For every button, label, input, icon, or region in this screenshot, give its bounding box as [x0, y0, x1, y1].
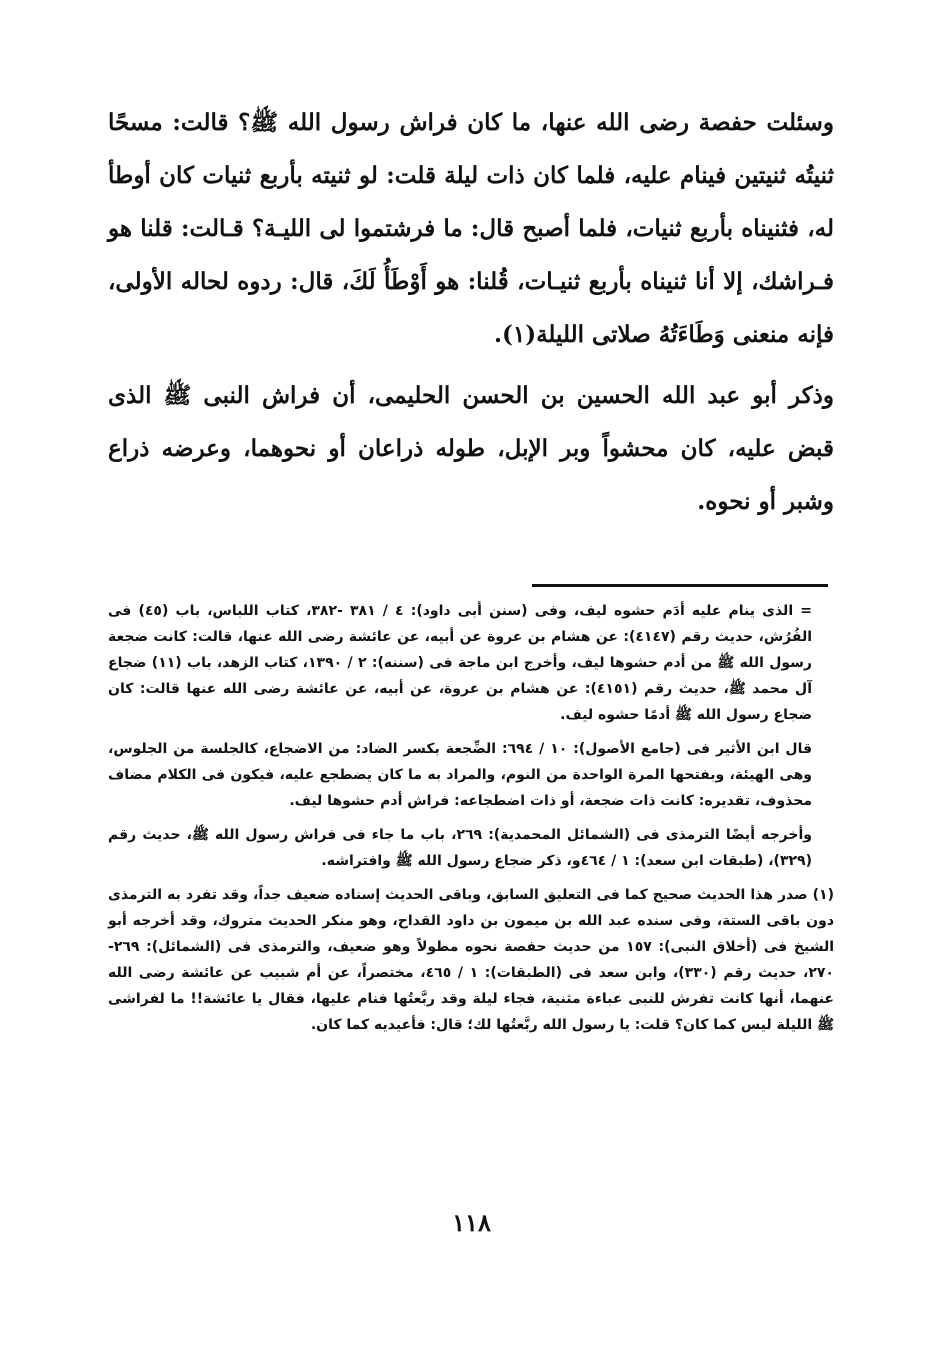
footnote-tirmidhi: وأخرجه أيضًا الترمذى فى (الشمائل المحمدية): ٢٦٩، باب ما جاء فى فراش رسول الله ﷺ، حديث رقم (٣٢٩)، (طبقات ابن سعد): ١ / ٤٦٤و، ذكر ضجاع رسول الله ﷺ وافتراشه. — [108, 827, 812, 869]
main-text — [108, 96, 834, 528]
paragraph-hafsa: وسئلت حفصة رضى الله عنها، ما كان فراش رسول الله ﷺ؟ قالت: مسحًا ثنيتُه ثنيتين فينام عليه، فلما كان ذات ليلة قلت: لو ثنيته بأربع ثنيات كان أوطأ له، فثنيناه بأربع ثنيات، فلما أصبح قال: ما فرشتموا لى الليـة؟ قـالت: قلنا هو فـراشك، إلا أنا ثنيناه بأربع ثنيـات، قُلنا: هو أَوْطَأُ لَكَ، قال: ردوه لحاله الأولى، فإنه منعنى وَطَاءَتُهُ صلاتى الليلة(١). — [108, 109, 834, 348]
footnote-1: (١) صدر هذا الحديث صحيح كما فى التعليق السابق، وباقى الحديث إسناده ضعيف جداً، وقد تفرد به الترمذى دون باقى الستة، وفى سنده عبد الله بن ميمون بن داود القداح، وهو منكر الحديث متروك، وقد أخرجه أبو الشيخ فى (أخلاق النبى): ١٥٧ من حديث حفصة نحوه مطولاً وهو ضعيف، والترمذى فى (الشمائل): ٢٦٩- ٢٧٠، حديث رقم (٣٣٠)، وابن سعد فى (الطبقات): ١ / ٤٦٥، مختصراً، عن أم شبيب عن عائشة رضى الله عنهما، أنها كانت تفرش للنبى عباءة مثنية، فجاء ليلة وقد ربَّعتُها فنام عليها، فقال يا عائشة!! ما لفراشى ﷺ الليلة ليس كما كان؟ قلت: يا رسول الله ربَّعتُها لك؛ قال: فأعيديه كما كان. — [108, 887, 834, 1033]
footnote-continuation: = الذى ينام عليه أدَم حشوه ليف، وفى (سنن أبى داود): ٤ / ٣٨١ -٣٨٢، كتاب اللباس، باب (٤٥) فى الفُرُش، حديث رقم (٤١٤٧): عن هشام بن عروة عن أبيه، عن عائشة رضى الله عنها، قالت: كانت ضجعة رسول الله ﷺ من أدم حشوها ليف، وأخرج ابن ماجة فى (سننه): ٢ / ١٣٩٠، كتاب الزهد، باب (١١) ضجاع آل محمد ﷺ، حديث رقم (٤١٥١): عن هشام بن عروة، عن أبيه، عن عائشة رضى الله عنها قالت: كان ضجاع رسول الله ﷺ أدمًا حشوه ليف. — [108, 603, 812, 723]
page-number: ١١٨ — [452, 1208, 491, 1237]
footnote-separator — [532, 584, 828, 587]
footnote-ibn-athir: قال ابن الأثير فى (جامع الأصول): ١٠ / ٦٩٤: الضِّجعة بكسر الضاد: من الاضجاع، كالجلسة من الجلوس، وهى الهيئة، وبفتحها المرة الواحدة من النوم، والمراد به ما كان يضطجع عليه، فيكون فى الكلام مضاف محذوف، تقديره: كانت ذات ضجعة، أو ذات اضطجاعه: فراش أدم حشوها ليف. — [108, 741, 812, 809]
footnotes — [108, 598, 834, 1046]
paragraph-halimi: وذكر أبو عبد الله الحسين بن الحسن الحليمى، أن فراش النبى ﷺ الذى قبض عليه، كان محشواً وبر الإبل، طوله ذراعان أو نحوهما، وعرضه ذراع وشبر أو نحوه. — [108, 382, 834, 515]
